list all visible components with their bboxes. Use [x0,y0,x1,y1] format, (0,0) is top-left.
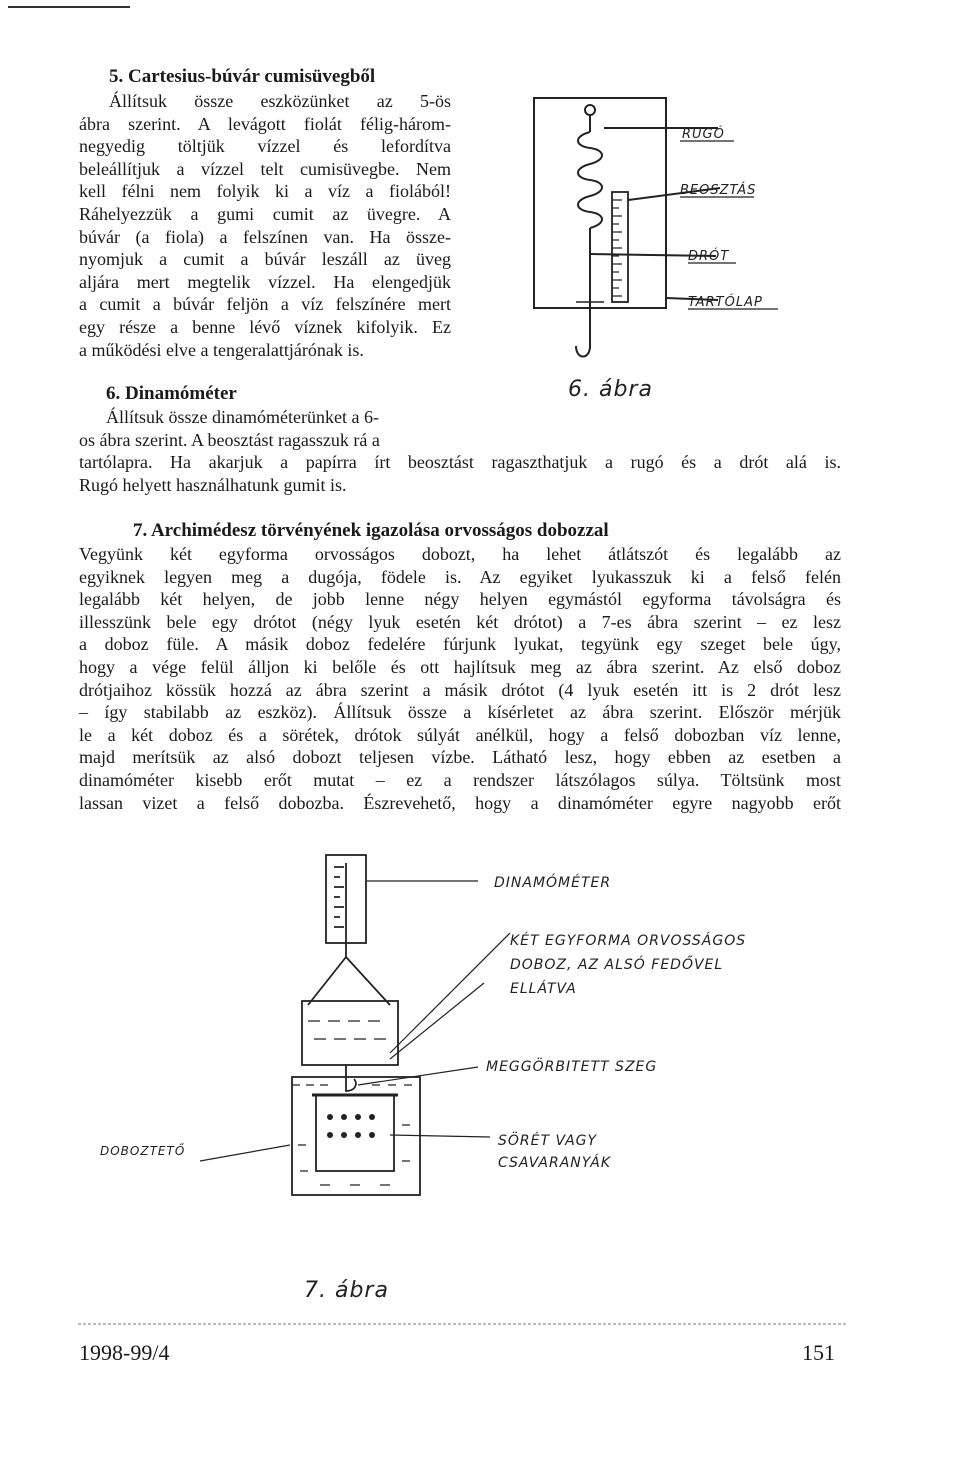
label-ket-egyforma-1: KÉT EGYFORMA ORVOSSÁGOS [510,933,747,949]
label-drot: DRÓT [688,249,730,264]
line: kell félni nem folyik ki a víz a fiolából! [79,181,451,202]
line: tartólapra. Ha akarjuk a papírra írt beosztást ragaszthatjuk a rugó és a drót alá is. [79,452,841,473]
label-doboztető: DOBOZTETŐ [100,1144,186,1158]
line: búvár (a fiola) a felszínen van. Ha össze- [79,226,451,247]
issue-number: 1998-99/4 [79,1340,170,1365]
line: Vegyünk két egyforma orvosságos dobozt, ha lehet átlátszót és legalább az [79,544,841,564]
section-7-paragraph [79,543,841,814]
line: le a két doboz és a sörétek, drótok súlyát anélkül, hogy a felső dobozban víz lenne, [79,724,841,745]
line: drótjaihoz kössük hozzá az ábra szerint a másik drótot (4 lyuk esetén itt is 2 drót lesz [79,679,841,700]
line: aljára mert megtelik vízzel. Ha elengedjük [79,271,451,292]
line: lassan vizet a felső dobozba. Észrevehető, hogy a dinamóméter egyre nagyobb erőt [79,792,841,813]
hanger-wires [308,957,390,1005]
section-6-title: 6. Dinamóméter [106,383,237,404]
line: nyomjuk a cumit a búvár leszáll az üveg [79,249,451,270]
line: hogy a vége felül álljon ki belőle és ott hajlítsuk meg az ábra szerint. Az első doboz [79,656,841,677]
line: a doboz füle. A másik doboz fedelére fúrjunk lyukat, tegyünk egy szeget bele úgy, [79,634,841,655]
line: ábra szerint. A levágott fiolát félig-három- [79,113,451,134]
board-outline [534,98,666,308]
line: a cumit a búvár feljön a víz felszínére mert [79,294,451,315]
line: Ráhelyezzük a gumi cumit az üvegre. A [79,203,451,224]
spring-coil [578,132,602,228]
label-dinamometer: DINAMÓMÉTER [494,875,612,891]
shot-pellets [327,1114,375,1138]
line: Állítsuk össze dinamóméterünket a 6- [106,407,379,427]
figure-7-caption: 7. ábra [304,1278,389,1303]
footer-rule [78,1323,848,1325]
wire [576,228,590,357]
label-ket-egyforma-3: ELLÁTVA [510,981,577,997]
label-beosztas: BEOSZTÁS [680,183,757,198]
line: negyedig töltjük vízzel és lefordítva [79,136,451,157]
label-tartolap: TARTÓLAP [688,295,763,310]
line: a működési elve a tengeralattjárónak is. [79,339,364,360]
label-soret-1: SÖRÉT VAGY [498,1133,598,1149]
line: legalább két helyen, de jobb lenne négy helyen egymástól egyforma távolságra és [79,589,841,610]
label-soret-2: CSAVARANYÁK [498,1155,612,1171]
line: Rugó helyett használhatunk gumit is. [79,474,347,495]
section-6-paragraph [79,406,841,496]
figure-6-caption: 6. ábra [568,377,653,402]
line: egy része a benne lévő víznek kifolyik. Ez [79,316,451,337]
top-rule [8,6,130,8]
line: illesszünk bele egy drótot (négy lyuk esetén két drótot) a 7-es ábra szerint – ez lesz [79,611,841,632]
upper-box [302,1001,398,1065]
lower-box [316,1095,394,1171]
line: majd merítsük az alsó dobozt teljesen vízbe. Látható lesz, hogy ebben az esetben a [79,747,841,768]
line: beleállítjuk a vízzel telt cumisüvegbe. Nem [79,158,451,179]
figure-7-archimedes-apparatus [90,845,850,1315]
line: egyiknek legyen meg a dugója, födele is. Az egyiket lyukasszuk ki a felső felén [79,566,841,587]
hook-ring [585,105,595,115]
line: Állítsuk össze eszközünket az 5-ös [109,91,451,111]
line: – így stabilabb az eszköz). Állítsuk össze a kísérletet az ábra szerint. Először mérjük [79,702,841,723]
section-7-title: 7. Archimédesz törvényének igazolása orvosságos dobozzal [133,520,609,541]
label-ket-egyforma-2: DOBOZ, AZ ALSÓ FEDŐVEL [510,957,724,973]
line: os ábra szerint. A beosztást ragasszuk rá a [79,429,380,450]
label-meggorbitett-szeg: MEGGÖRBITETT SZEG [486,1059,658,1075]
label-rugo: RUGÓ [682,127,725,142]
page-number: 151 [802,1340,835,1365]
figure-6-dynamometer [520,84,830,414]
section-5-paragraph [79,90,451,361]
section-5-title: 5. Cartesius-búvár cumisüvegből [109,66,376,87]
bent-nail [346,1065,356,1091]
line: dinamóméter kisebb erőt mutat – ez a rendszer látszólagos súlya. Töltsünk most [79,769,841,790]
